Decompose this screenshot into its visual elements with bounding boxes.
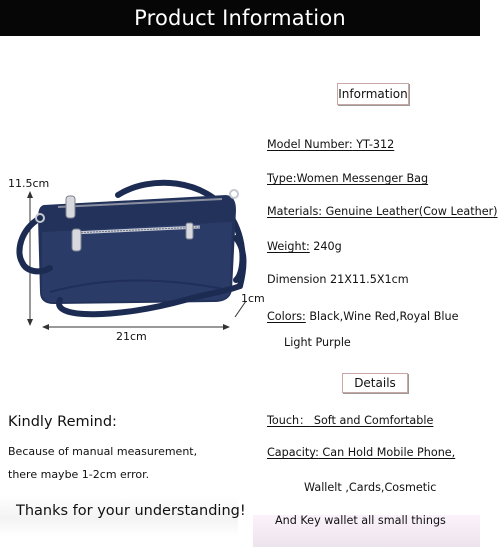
capacity-line3: And Key wallet all small things [275, 514, 446, 527]
dimension-row: Dimension 21X11.5X1cm [267, 273, 409, 286]
width-label: 21cm [116, 330, 147, 343]
type-key: Type: [267, 172, 297, 185]
depth-label: 1cm [241, 292, 265, 305]
touch-value: Soft and Comfortable [310, 414, 434, 427]
remind-title: Kindly Remind: [8, 414, 117, 430]
capacity-value: Can Hold Mobile Phone, [318, 446, 456, 459]
colors-line2: Light Purple [284, 336, 351, 349]
weight-row [267, 240, 342, 253]
model-number-key: Model Number: [267, 138, 353, 151]
bag-image [0, 170, 270, 350]
height-label: 11.5cm [8, 177, 50, 190]
thanks-message: Thanks for your understanding! [16, 503, 246, 519]
touch-key: Touch： [267, 414, 311, 427]
materials-value: Genuine Leather(Cow Leather) [322, 205, 498, 218]
type-value: Women Messenger Bag [296, 172, 429, 185]
touch-row [267, 412, 433, 428]
type-row [267, 172, 428, 185]
capacity-key: Capacity: [267, 446, 319, 459]
materials-row [267, 205, 498, 218]
capacity-row [267, 446, 455, 459]
colors-key: Colors: [267, 310, 306, 323]
remind-line2: there maybe 1-2cm error. [8, 468, 150, 481]
page-title: Product Information [0, 0, 480, 36]
remind-line1: Because of manual measurement, [8, 445, 198, 458]
information-label: Information [337, 83, 409, 105]
weight-key: Weight: [267, 240, 310, 253]
model-number-row [267, 138, 394, 151]
colors-value: Black,Wine Red,Royal Blue [305, 310, 459, 323]
capacity-line2: Wallelt ,Cards,Cosmetic [304, 481, 437, 494]
model-number-value: YT-312 [352, 138, 395, 151]
colors-row [267, 310, 458, 323]
materials-key: Materials: [267, 205, 323, 218]
weight-value: 240g [309, 240, 342, 253]
details-label: Details [342, 373, 408, 393]
